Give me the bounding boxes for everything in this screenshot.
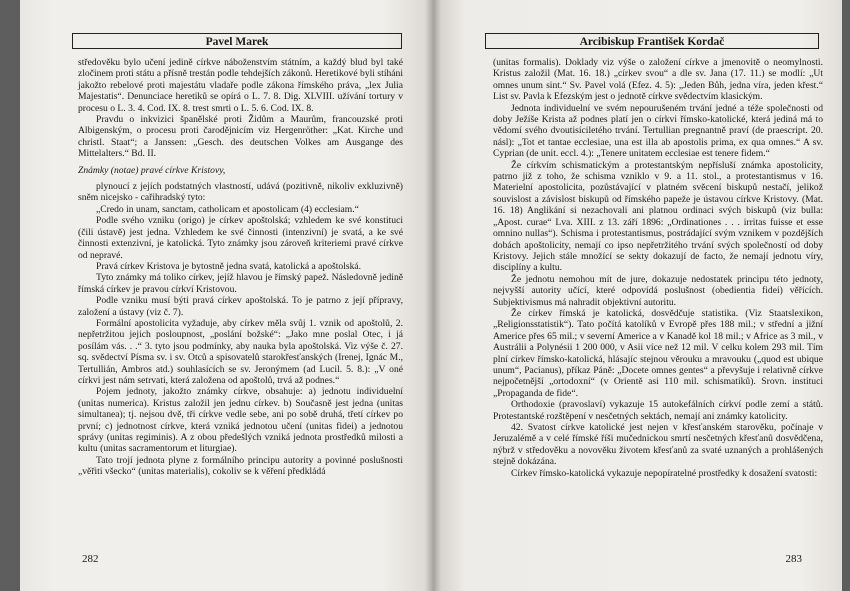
paragraph: Jednota individuelní ve svém nepourušeném trvání jedné a téže společnosti od doby Ježíše Krista až podnes platí jen o církvi římsko-katolické, která jediná má to vědomí svého dvoutisíciletého trvání. Tertullian pregnantně praví (de praescript. 20. násl): „Tot et tantae ecclesiae, una est illa ab apostolis prima, ex qua omnes.“ A sv. Cyprian (de unit. eccl. 4.): „Tenere unitatem ecclesiae est tenere fidem.“: [493, 102, 823, 160]
paragraph: Že církvím schismatickým a protestantským nepřísluší známka apostolicity, patrno již z toho, že schisma vzniklo v 9. a 11. stol., a protestantismus v 16. Materielní apostolicita, pozůstávající v platném svěcení biskupů nestačí, jelikož souvislost a závislost biskupů od římského papeže je ústavou církve Kristovy. (Mat. 16. 18) Anglikání si nezachovali ani platnou ordinaci svých biskupů (viz bulla: „Apost. curae“ Lva. XIII. z 13. září 1896: „Ordinationes . . . irritas fuisse et esse omnino nullas“). Schisma i protestantismus, postrádající svým vznikem v pozdějších dobách apoštolicity, nemají co ipso nepřetržitého trvání svých společností od doby Kristovy. Jejich stále množící se sekty dokazují de facto, že nemají jednotu víry, disciplíny a kultu.: [493, 159, 823, 274]
book-spread: [20, 0, 842, 591]
left-page-text: [78, 57, 403, 478]
paragraph: Že jednotu nemohou mít de jure, dokazuje nedostatek principu této jednoty, nejvyšší autority učící, které odpovídá poslušnost (obedientia fidei) věřících. Subjektivismus má nahradit objektivní autoritu.: [493, 273, 823, 308]
paragraph: (unitas formalis). Doklady viz výše o založení církve a jmenovitě o neomylnosti. Kristus založil (Mat. 16. 18.) „církev svou“ a dle sv. Jana (17. 11.) se modlí: „Ut omnes unum sint.“ Sv. Pavel volá (Efez. 4. 5): „Jeden Bůh, jedna víra, jeden křest.“ List sv. Pavla k Efezským jest o jednotě církve svědectvím klasickým.: [493, 57, 823, 103]
right-page-text: [493, 57, 823, 479]
paragraph: plynoucí z jejích podstatných vlastností, udává (pozitivně, nikoliv exkluzivně) sněm nicejsko - cařihradský tyto:: [78, 181, 403, 204]
paragraph: Pojem jednoty, jakožto známky církve, obsahuje: a) jednotu individuelní (unitas numerica). Kristus založil jen jednu církev. b) Současně jest jedna (unitas simultanea); tj. nejsou dvě, tři církve vedle sebe, ani po sobě druhá, třetí církev po první; c) jednotnost církve, která vzniká jednotou učení (unitas fidei) a jednotou správy (unitas regiminis). A z obou předešlých vzniká jednota prostředků milosti a kultu (unitas sacramentorum et liturgiae).: [78, 386, 403, 455]
right-page-number: 283: [785, 553, 802, 565]
paragraph: Tato trojí jednota plyne z formálního principu autority a povinné poslušnosti „věřiti všecko“ (unitas materialis), cokoliv se k věření předkládá: [78, 454, 403, 478]
left-page: [20, 0, 433, 591]
left-running-header: Pavel Marek: [72, 33, 402, 49]
section-heading: Známky (notae) pravé církve Kristovy,: [78, 164, 226, 176]
paragraph: Pravá církev Kristova je bytostně jedna svatá, katolická a apoštolská.: [96, 260, 362, 272]
paragraph: Orthodoxie (pravoslaví) vykazuje 15 autokefálních církví podle zemí a států. Protestantské rozštěpení v nesčetných sektách, nemají ani známky katolicity.: [493, 399, 823, 422]
paragraph: Pravdu o inkvizici španělské proti Židům a Maurům, francouzské proti Albigenským, o procesu proti čarodějnicím viz Hergenröther: „Kat. Kirche und christl. Staat“; a Janssen: „Gesch. des deutschen Volkes am Ausgange des Mittelalters.“ Bd. II.: [78, 114, 403, 160]
creed-quote: „Credo in unam, sanctam, catholicam et apostolicam (4) ecclesiam.“: [96, 203, 359, 215]
paragraph: Formální apostolicita vyžaduje, aby církev měla svůj 1. vznik od apoštolů, 2. nepřetržitou jejich posloupnost, „poslání božské“: „Jako mne poslal Otec, i já posílám vás. . .“ 3. tyto jsou podmínky, aby nauka byla apoštolská. Viz výše č. 27. sq. svědectví Písma sv. i sv. Otců a spisovatelů starokřesťanských (Irenej, Ignác M., Tertullián, Ambros atd.) souhlasících se sv. Jeronýmem (ad Lucil. 5. 8.): „V oné církvi jest nám setrvati, která založena od apoštolů, trvá až podnes.“: [78, 317, 403, 386]
paragraph: Podle svého vzniku (origo) je církev apoštolská; vzhledem ke své konstituci (čili ústavě) jest jedna. Vzhledem ke své činnosti (intenzivní) je svatá, a ke své činnosti extenzivní, je katolická. Tyto známky jsou zároveň kriteriemi pravé církve od nepravé.: [78, 215, 403, 261]
paragraph: Že církev římská je katolická, dosvědčuje statistika. (Viz Staatslexikon, „Religionsstatistik“). Tato počítá katolíků v Evropě přes 188 mil.; v střední a jižní Americe přes 65 mil.; v severní Americe a v Kanadě kol 18 mil.; v Africe as 3 mil., v Austrálii a Polynésii 1 200 000, v Asii více než 12 mil. V celku kolem 293 mil. Tím plní církev římsko-katolická, hlásajíc stejnou věrouku a mravouku („quod est ubique unum“, Pacianus), příkaz Páně: „Docete omnes gentes“ a převyšuje i relativně církve nejpočetnější „ortodoxní“ (v Orientě asi 110 mil. schismatiků). Srovn. instituci „Propaganda de fide“.: [493, 307, 823, 399]
paragraph: Tyto známky má toliko církev, jejíž hlavou je římský papež. Následovně jedině římská církev je pravou církví Kristovou.: [78, 272, 403, 295]
paragraph: Podle vzniku musí býti pravá církev apoštolská. To je patrno z její přípravy, založení a ústavy (viz č. 7).: [78, 295, 403, 318]
book-gutter-shadow: [425, 0, 441, 591]
paragraph: středověku bylo učení jedině církve náboženstvím státním, a každý blud byl také zločinem proti státu a přísně trestán podle tehdejších zákonů. Heretikové byli stíháni jakožto rebelové proti majestátu vladaře podle zákona římského práva, „lex Julia Majestatis“. Denunciace heretiků se opírá o L. 7. 8. Dig. XLVIII. užívání tortury v procesu o L. 3. 4. Cod. IX. 8. trest smrti o L. 5. 6. Cod. IX. 8.: [78, 57, 403, 114]
right-running-header: Arcibiskup František Kordač: [485, 33, 819, 49]
right-page: [433, 0, 842, 591]
paragraph: 42. Svatost církve katolické jest nejen v křesťanském starověku, počínaje v Jeruzalémě a v celé římské říši mučednickou smrtí nesčetných křesťanů dosvědčena, nýbrž v středověku a novověku životem křesťanů za svaté uznaných a prohlášených stejně dokázána.: [493, 422, 823, 468]
left-page-number: 282: [82, 553, 99, 565]
paragraph: Církev římsko-katolická vykazuje nepopíratelné prostředky k dosažení svatosti:: [511, 467, 818, 479]
